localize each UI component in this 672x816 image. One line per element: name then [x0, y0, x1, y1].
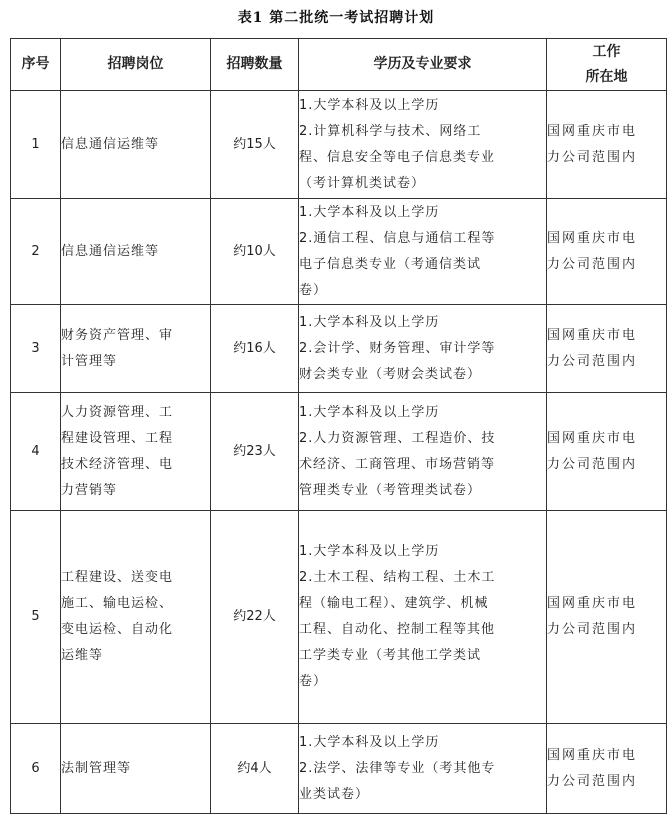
requirement-line: 电子信息类专业（考通信类试	[299, 256, 482, 272]
count-cell: 约23人	[211, 393, 299, 511]
post-line: 工程建设、送变电	[61, 570, 174, 585]
seq-cell: 2	[11, 199, 61, 305]
seq-cell: 1	[11, 91, 61, 199]
post-line: 程建设管理、工程	[61, 430, 174, 446]
count-cell: 约16人	[211, 305, 299, 393]
requirement-line: 程、信息安全等电子信息类专业	[299, 149, 496, 165]
requirement-line: 管理类专业（考管理类试卷）	[299, 482, 482, 498]
post-cell	[61, 724, 211, 814]
location-cell	[547, 393, 667, 511]
post-line: 变电运检、自动化	[61, 622, 174, 637]
location-line: 力公司范围内	[547, 773, 638, 789]
requirement-line: 卷）	[299, 282, 328, 298]
requirement-cell	[299, 91, 547, 199]
requirement-line: 1.大学本科及以上学历	[299, 544, 440, 559]
table-row	[11, 393, 667, 511]
location-line: 国网重庆市电	[547, 123, 638, 139]
requirement-line: 2.土木工程、结构工程、土木工	[299, 570, 496, 585]
location-line: 国网重庆市电	[547, 596, 638, 611]
header-post: 招聘岗位	[61, 39, 211, 91]
post-cell	[61, 511, 211, 724]
requirement-line: 2.会计学、财务管理、审计学等	[299, 340, 496, 356]
location-cell	[547, 724, 667, 814]
post-line: 财务资产管理、审	[61, 327, 174, 343]
requirement-line: 术经济、工商管理、市场营销等	[299, 456, 496, 472]
header-seq: 序号	[11, 39, 61, 91]
requirement-line: 1.大学本科及以上学历	[299, 314, 440, 330]
requirement-cell	[299, 511, 547, 724]
table-body	[11, 91, 667, 814]
requirement-line: （考计算机类试卷）	[299, 175, 426, 191]
requirement-line: 财会类专业（考财会类试卷）	[299, 366, 482, 382]
count-cell: 约4人	[211, 724, 299, 814]
requirement-line: 卷）	[299, 674, 328, 689]
location-line: 国网重庆市电	[547, 747, 638, 763]
location-line: 国网重庆市电	[547, 230, 638, 246]
requirement-line: 程（输电工程）、建筑学、机械	[299, 596, 489, 611]
location-cell	[547, 511, 667, 724]
location-cell	[547, 305, 667, 393]
post-cell	[61, 91, 211, 199]
requirement-cell	[299, 199, 547, 305]
table-header-row	[11, 39, 667, 91]
requirement-line: 工程、自动化、控制工程等其他	[299, 622, 496, 637]
header-location-line2: 所在地	[585, 68, 628, 85]
table-row	[11, 91, 667, 199]
seq-cell: 5	[11, 511, 61, 724]
recruitment-plan-table	[10, 38, 667, 814]
location-cell	[547, 199, 667, 305]
location-cell	[547, 91, 667, 199]
requirement-line: 1.大学本科及以上学历	[299, 404, 440, 420]
post-line: 运维等	[61, 648, 104, 663]
post-line: 信息通信运维等	[61, 243, 160, 259]
location-line: 国网重庆市电	[547, 430, 638, 446]
table-row	[11, 305, 667, 393]
location-line: 力公司范围内	[547, 456, 638, 472]
location-line: 力公司范围内	[547, 149, 638, 165]
location-line: 力公司范围内	[547, 256, 638, 272]
post-line: 人力资源管理、工	[61, 404, 174, 420]
requirement-line: 1.大学本科及以上学历	[299, 97, 440, 113]
table-row	[11, 511, 667, 724]
requirement-line: 工学类专业（考其他工学类试	[299, 648, 482, 663]
post-line: 信息通信运维等	[61, 136, 160, 152]
header-requirement: 学历及专业要求	[299, 39, 547, 91]
location-line: 国网重庆市电	[547, 327, 638, 343]
count-cell: 约22人	[211, 511, 299, 724]
table-row	[11, 199, 667, 305]
location-line: 力公司范围内	[547, 622, 638, 637]
post-line: 法制管理等	[61, 760, 132, 776]
post-cell	[61, 199, 211, 305]
count-cell: 约15人	[211, 91, 299, 199]
location-line: 力公司范围内	[547, 353, 638, 369]
header-location-line1: 工作	[592, 43, 621, 60]
post-line: 力营销等	[61, 482, 118, 498]
requirement-line: 2.通信工程、信息与通信工程等	[299, 230, 496, 246]
table-row	[11, 724, 667, 814]
requirement-line: 1.大学本科及以上学历	[299, 204, 440, 220]
requirement-line: 2.人力资源管理、工程造价、技	[299, 430, 496, 446]
header-count: 招聘数量	[211, 39, 299, 91]
requirement-line: 2.计算机科学与技术、网络工	[299, 123, 482, 139]
count-cell: 约10人	[211, 199, 299, 305]
requirement-cell	[299, 393, 547, 511]
seq-cell: 3	[11, 305, 61, 393]
requirement-cell	[299, 724, 547, 814]
post-line: 计管理等	[61, 353, 118, 369]
seq-cell: 6	[11, 724, 61, 814]
post-cell	[61, 393, 211, 511]
header-location	[547, 39, 667, 91]
requirement-line: 业类试卷）	[299, 786, 370, 802]
table-title: 表1 第二批统一考试招聘计划	[237, 10, 435, 26]
post-line: 技术经济管理、电	[61, 456, 174, 472]
requirement-line: 1.大学本科及以上学历	[299, 734, 440, 750]
requirement-cell	[299, 305, 547, 393]
post-cell	[61, 305, 211, 393]
post-line: 施工、输电运检、	[61, 596, 174, 611]
seq-cell: 4	[11, 393, 61, 511]
requirement-line: 2.法学、法律等专业（考其他专	[299, 760, 496, 776]
